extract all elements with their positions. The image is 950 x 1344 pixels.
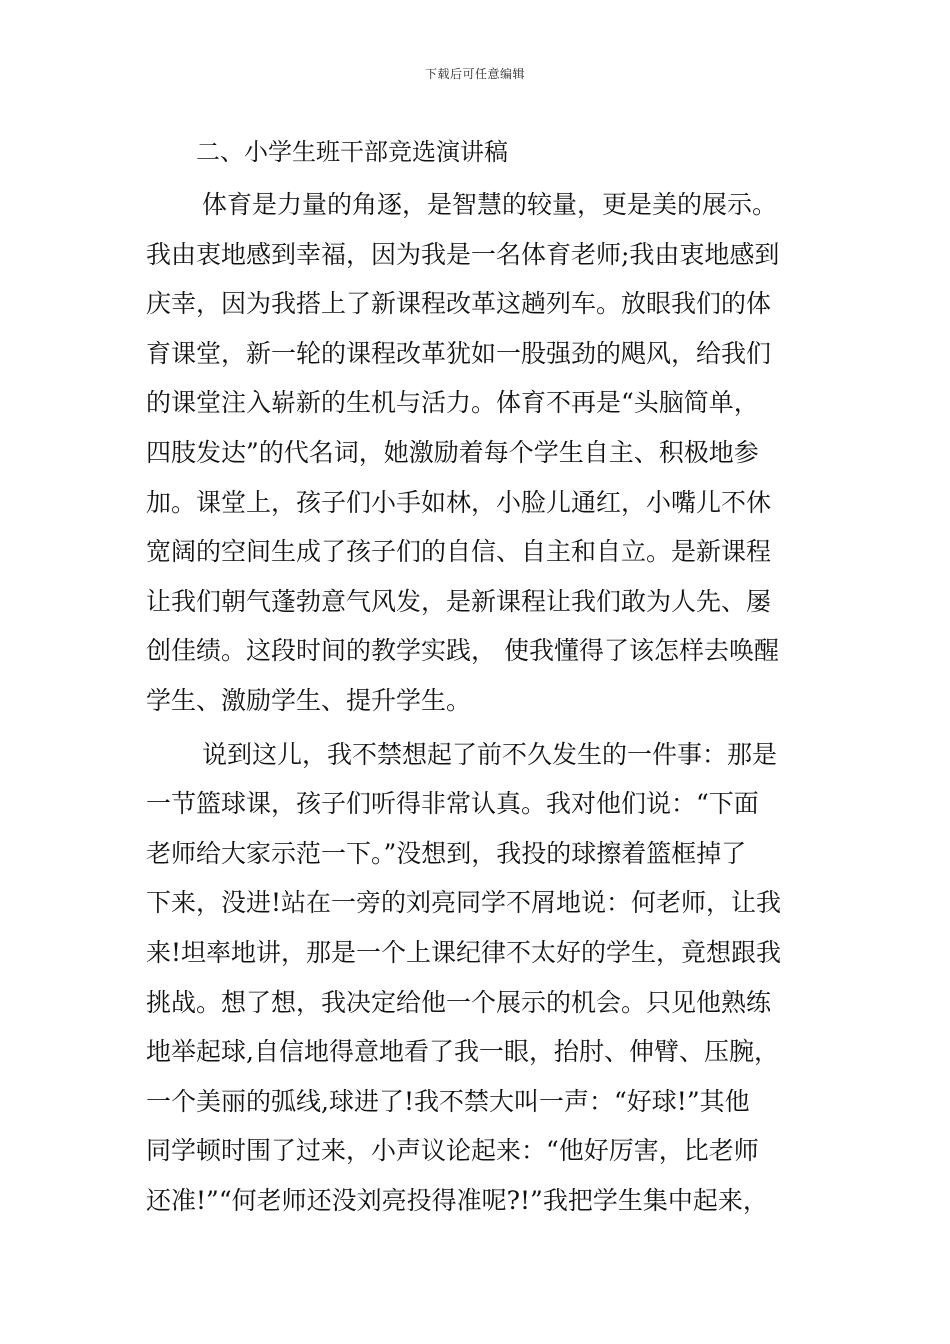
paragraph-1-line: 育课堂，新一轮的课程改革犹如一股强劲的飓风，给我们 <box>146 338 772 368</box>
paragraph-2-line: 挑战。想了想，我决定给他一个展示的机会。只见他熟练 <box>146 987 772 1017</box>
paragraph-2-line: 说到这儿，我不禁想起了前不久发生的一件事：那是 <box>202 739 778 769</box>
paragraph-1-line: 的课堂注入崭新的生机与活力。体育不再是“头脑简单， <box>146 388 759 418</box>
paragraph-2-line: 同学顿时围了过来，小声议论起来：“他好厉害，比老师 <box>146 1136 759 1166</box>
paragraph-1-line: 庆幸，因为我搭上了新课程改革这趟列车。放眼我们的体 <box>146 289 772 319</box>
paragraph-2-line: 地举起球,自信地得意地看了我一眼，抬肘、伸臂、压腕， <box>146 1037 779 1067</box>
paragraph-2-line: 一个美丽的弧线,球进了!我不禁大叫一声：“好球!”其他 <box>146 1086 750 1116</box>
document-body <box>146 180 826 1225</box>
paragraph-1-line: 体育是力量的角逐，是智慧的较量，更是美的展示。 <box>202 190 778 219</box>
header-note: 下载后可任意编辑 <box>424 67 525 81</box>
paragraph-2-line: 还准!”“何老师还没刘亮投得准呢?!”我把学生集中起来， <box>146 1185 768 1215</box>
paragraph-1-line: 宽阔的空间生成了孩子们的自信、自主和自立。是新课程 <box>146 537 772 567</box>
paragraph-1-line: 创佳绩。这段时间的教学实践， 使我懂得了该怎样去唤醒 <box>146 636 779 666</box>
paragraph-2-line: 下来，没进!站在一旁的刘亮同学不屑地说：何老师，让我 <box>146 888 782 918</box>
paragraph-2-line: 来!坦率地讲，那是一个上课纪律不太好的学生，竟想跟我 <box>146 937 782 967</box>
paragraph-1-line: 学生、激励学生、提升学生。 <box>146 685 472 715</box>
paragraph-1-line: 四肢发达”的代名词，她激励着每个学生自主、积极地参 <box>146 437 759 467</box>
paragraph-2-line: 老师给大家示范一下。”没想到，我投的球擦着篮框掉了 <box>146 838 747 868</box>
document-heading: 二、小学生班干部竞选演讲稿 <box>196 138 508 166</box>
paragraph-2-line: 一节篮球课，孩子们听得非常认真。我对他们说：“下面 <box>146 789 759 819</box>
paragraph-1-line: 让我们朝气蓬勃意气风发，是新课程让我们敢为人先、屡 <box>146 586 772 616</box>
paragraph-1-line: 我由衷地感到幸福，因为我是一名体育老师;我由衷地感到 <box>146 239 780 269</box>
paragraph-1-line: 加。课堂上，孩子们小手如林，小脸儿通红，小嘴儿不休 <box>146 487 772 517</box>
